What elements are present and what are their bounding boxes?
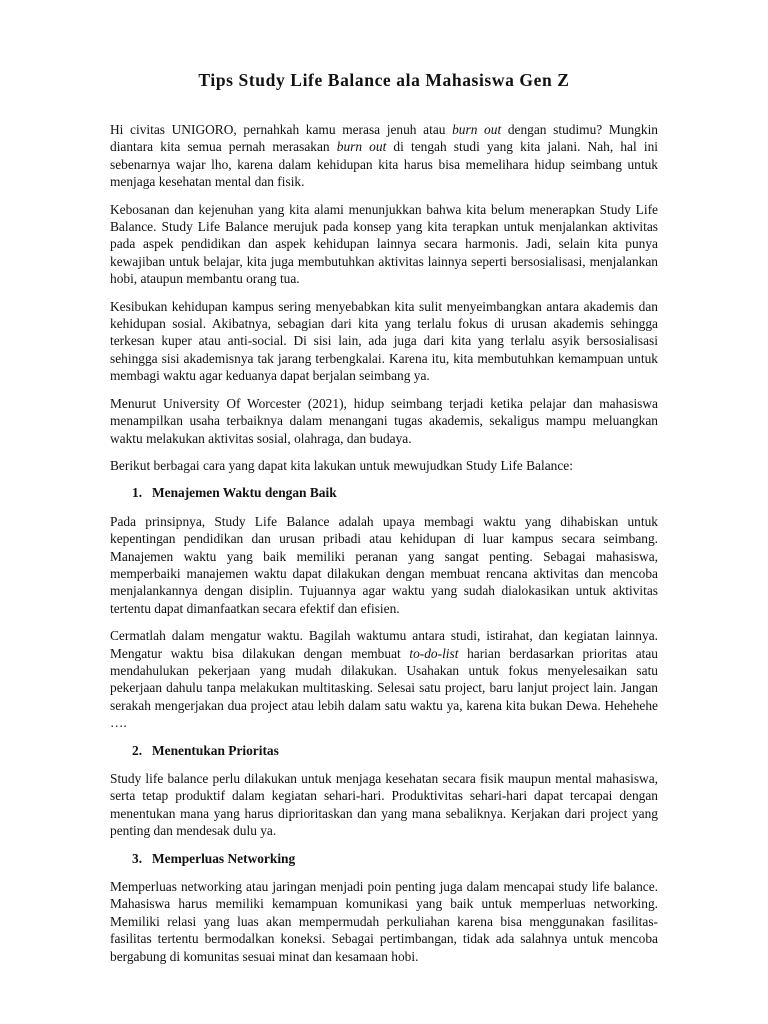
document-title: Tips Study Life Balance ala Mahasiswa Gen Z: [198, 70, 570, 90]
heading-text: Memperluas Networking: [152, 850, 296, 866]
section-1-paragraph-1: Pada prinsipnya, Study Life Balance adalah upaya membagi waktu yang dihabiskan untuk kepentingan pendidikan dan urusan pribadi atau kehidupan di luar kampus secara seimbang. Manajemen waktu yang baik memiliki peranan yang sangat penting. Sebagai mahasiswa, memperbaiki manajemen waktu dapat dilakukan dengan membuat rencana aktivitas dan mencoba menjalankannya dengan disiplin. Tujuannya agar waktu yang sudah dialokasikan untuk aktivitas tertentu dapat dimanfaatkan secara efektif dan efisien.: [110, 513, 658, 616]
italic-term: burn out: [336, 139, 387, 155]
section-3-paragraph-1: Memperluas networking atau jaringan menjadi poin penting juga dalam mencapai study life balance. Mahasiswa harus memiliki kemampuan komunikasi yang baik untuk memperluas networking. Memiliki relasi yang luas akan mempermudah perkuliahan karena bisa menggunakan fasilitas-fasilitas tertentu bermodalkan koneksi. Sebagai pertimbangan, tidak ada salahnya untuk mencoba bergabung di komunitas sesuai minat dan kesamaan hobi.: [110, 879, 658, 964]
italic-term: to-do-list: [409, 645, 459, 661]
text-run: dengan studimu? Mungkin diantara kita semua pernah merasakan: [110, 122, 658, 155]
intro-paragraph-4: Menurut University Of Worcester (2021), hidup seimbang terjadi ketika pelajar dan mahasiswa menampilkan usaha terbaiknya dalam menangani tugas akademis, sekaligus mampu meluangkan waktu melakukan aktivitas sosial, olahraga, dan budaya.: [110, 395, 658, 446]
intro-paragraph-3: Kesibukan kehidupan kampus sering menyebabkan kita sulit menyeimbangkan antara akademis dan kehidupan sosial. Akibatnya, sebagian dari kita yang terlalu fokus di urusan akademis sehingga terkesan kuper atau anti-social. Di sisi lain, ada juga dari kita yang terlalu asyik bersosialisasi sehingga sisi akademisnya tak jarang terbengkalai. Karena itu, kita membutuhkan kemampuan untuk membagi waktu agar keduanya dapat berjalan seimbang ya.: [110, 298, 658, 384]
text-run: harian berdasarkan prioritas atau mendahulukan pekerjaan yang mudah dilakukan. Usahakan untuk fokus menyelesaikan satu pekerjaan dahulu tanpa melakukan multitasking. Selesai satu project, baru lanjut project lain. Jangan serakah mengerjakan dua project atau lebih dalam satu waktu ya, karena kita bukan Dewa. Hehehehe ….: [110, 645, 658, 731]
italic-term: burn out: [452, 122, 502, 137]
text-run: Cermatlah dalam mengatur waktu. Bagilah waktumu antara studi, istirahat, dan kegiatan lainnya. Mengatur waktu bisa dilakukan dengan membuat: [110, 628, 658, 661]
list-number: 2.: [132, 742, 143, 758]
intro-paragraph-1: [110, 121, 658, 191]
list-number: 3.: [132, 850, 143, 866]
text-run: di tengah studi yang kita jalani. Nah, hal ini sebenarnya wajar lho, karena dalam kehidupan kita harus bisa memelihara hidup seimbang untuk menjaga kesehatan mental dan fisik.: [110, 139, 658, 190]
section-1-paragraph-2: [110, 627, 658, 731]
section-heading-1: [132, 484, 658, 501]
intro-paragraph-2: Kebosanan dan kejenuhan yang kita alami menunjukkan bahwa kita belum menerapkan Study Life Balance. Study Life Balance merujuk pada konsep yang kita terapkan untuk menjalankan aktivitas pada aspek pendidikan dan aspek kehidupan lainnya secara harmonis. Jadi, selain kita punya kewajiban untuk belajar, kita juga membutuhkan aktivitas lainnya seperti bersosialisasi, menjalankan hobi, ataupun membantu orang tua.: [110, 201, 658, 287]
section-heading-2: [132, 742, 658, 759]
heading-text: Menentukan Prioritas: [152, 742, 279, 758]
heading-text: Menajemen Waktu dengan Baik: [152, 485, 337, 501]
section-2-paragraph-1: Study life balance perlu dilakukan untuk menjaga kesehatan secara fisik maupun mental mahasiswa, serta tetap produktif dalam kegiatan sehari-hari. Produktivitas sehari-hari dapat tercapai dengan menentukan mana yang harus diprioritaskan dan yang mana sebaliknya. Kerjakan dari project yang penting dan mendesak dulu ya.: [110, 771, 658, 839]
intro-paragraph-5: Berikut berbagai cara yang dapat kita lakukan untuk mewujudkan Study Life Balance:: [110, 457, 573, 473]
section-heading-3: [132, 850, 658, 867]
text-run: Hi civitas UNIGORO, pernahkah kamu merasa jenuh atau: [110, 122, 453, 137]
list-number: 1.: [132, 485, 143, 501]
